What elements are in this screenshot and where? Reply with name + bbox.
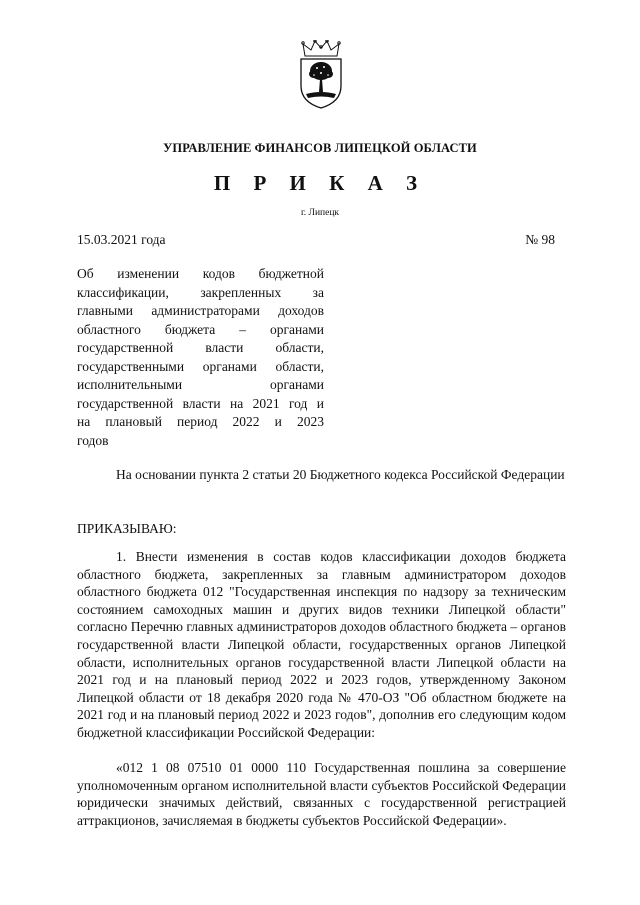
document-subject	[77, 265, 324, 450]
subject-line: классификации, закрепленных за	[77, 284, 324, 300]
budget-code-paragraph: «012 1 08 07510 01 0000 110 Государственная пошлина за совершение уполномоченным органом исполнительной власти субъектов Российской Федерации юридически значимых действий, связанных с государственной регистрацией аттракционов, зачисляемая в бюджеты субъектов Российской Федерации».	[77, 760, 566, 828]
legal-basis-paragraph: На основании пункта 2 статьи 20 Бюджетного кодекса Российской Федерации	[116, 467, 565, 482]
subject-line: государственной власти на 2021 год и	[77, 395, 324, 411]
subject-line: областного бюджета – органами	[77, 321, 324, 337]
subject-line: главными администраторами доходов	[77, 303, 324, 318]
organization-name: УПРАВЛЕНИЕ ФИНАНСОВ ЛИПЕЦКОЙ ОБЛАСТИ	[163, 141, 477, 155]
subject-line: Об изменении кодов бюджетной	[77, 266, 324, 281]
city-label: г. Липецк	[300, 208, 340, 218]
lipetsk-region-coat-of-arms-icon	[297, 40, 345, 110]
document-type-title: П Р И К А З	[213, 171, 427, 195]
subject-line: государственными органами области,	[77, 358, 324, 374]
order-paragraph-1: 1. Внести изменения в состав кодов классификации доходов бюджета областного бюджета, закрепленных за главным администратором доходов областного бюджета 012 "Государственная инспекция по надзору за техническим состоянием самоходных машин и других видов техники Липецкой области" согласно Перечню главных администраторов доходов областного бюджета – органов государственной власти Липецкой области, государственных органов Липецкой области, исполнительных органов государственной власти Липецкой области на 2021 год и на плановый период 2022 и 2023 годов, утвержденному Законом Липецкой области от 18 декабря 2020 года № 470-ОЗ "Об областном бюджете на 2021 год и на плановый период 2022 и 2023 годов", дополнив его следующим кодом бюджетной классификации Российской Федерации:	[77, 549, 566, 740]
order-heading: ПРИКАЗЫВАЮ:	[77, 521, 177, 536]
subject-line: исполнительными органами	[77, 377, 324, 392]
subject-line: государственной власти области,	[77, 340, 324, 355]
subject-line: годов	[77, 432, 109, 448]
subject-line: на плановый период 2022 и 2023	[77, 414, 324, 429]
document-date: 15.03.2021 года	[77, 232, 166, 247]
document-number: № 98	[525, 232, 555, 247]
